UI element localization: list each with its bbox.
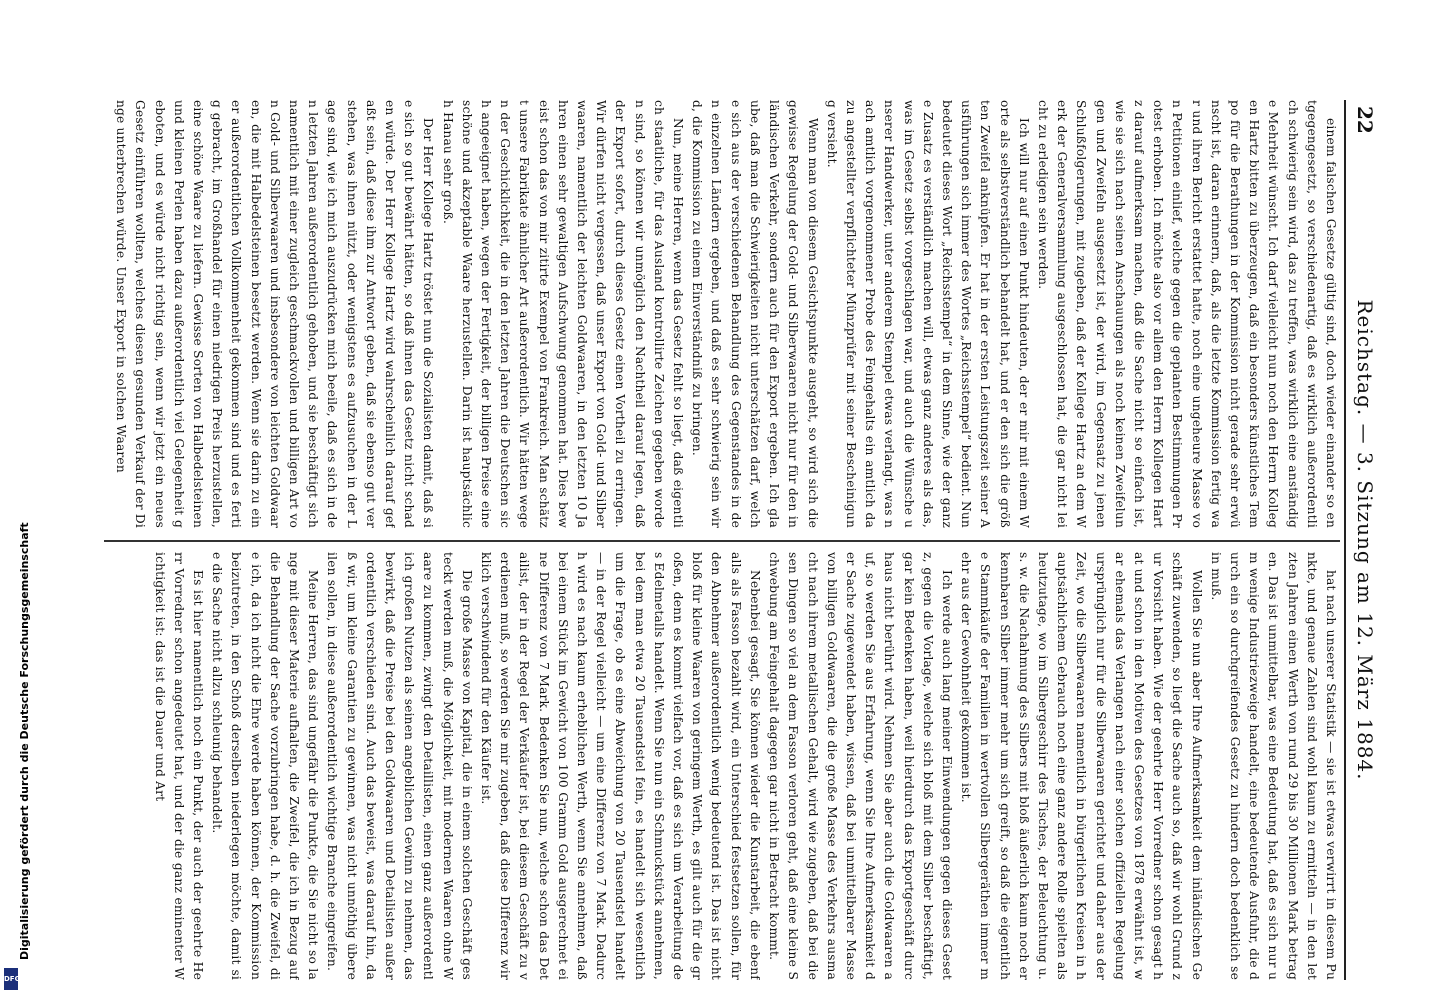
rotated-page-content (100, 100, 1380, 980)
text-columns (104, 100, 1340, 980)
paragraph: Nebenbei gesagt, Sie können wieder die Kunstarbeit, die ebenfalls als Fasson bezahlt wird, ein Unterschied festsetzen sollen, für den Abnehmer außerordentlich wenig bedeutend ist. Das ist nicht bloß für kleine Waaren von geringem Werth, es gilt auch für die großen, denn es kommt vielfach vor, daß es sich um Verarbeitung des Edelmetalls handelt. Wenn Sie nun ein Schmuckstück annehmen, bei dem man etwa 20 Tausendstel fein, es handelt sich wesentlich um die Frage, ob es eine Abweichung von 20 Tausendstel handelt — in der Regel vielleicht — um eine Differenz von 7 Mark. Dadurch wird es nach kaum erheblichen Werth, wenn Sie annehmen, daß bei einem Stück im Gewicht von 100 Gramm Gold ausgerechnet eine Differenz von 7 Mark. Bedenken Sie nun, welche schon das Detailist, der in der Regel der Verkäufer ist, bei diesem Geschäft zu verdienen muß, so werden Sie mir zugeben, daß diese Differenz wirklich verschwindend für den Käufer ist. (479, 552, 762, 980)
paragraph: Ich will nur auf einen Punkt hindeuten, der er mir mit einem Worte als selbstverständlich behandelt hat, und er den sich die größten Zweifel anknüpfen. Er hat in der ersten Leistungszeit seiner Ausführungen sich immer des Wortes „Reichsstempel“ bedient. Nun bedeutet dieses Wort „Reichsstempel“ in dem Sinne, wie der ganze Zusatz es verständlich machen will, etwas ganz anderes als das, was im Gesetz selbst vorgeschlagen war, und auch die Wünsche unserer Handwerker, unter anderem Stempel etwas verlangt, was nach amtlich vorgenommener Probe des Feingehalts ein amtlich dazu angestellter verpflichteter Münzprüfer mit seiner Bescheinigung versieht. (824, 100, 1031, 528)
paragraph: Meine Herren, das sind ungefähr die Punkte, die Sie nicht so lange mit dieser Materie aufhalten, die Zweifel, die ich in Bezug auf die Behandlung der Sache vorzubringen habe, d. h. die Zweifel, die ich, da ich nicht die Ehre werde haben können, der Kommission beizutreten, in den Schoß derselben niederlegen möchte, damit sie die Sache nicht allzu schleunig behandelt. (210, 552, 321, 980)
paragraph: Der Herr Kollege Hartz tröstet nun die Sozialisten damit, daß sie sich so gut bewährt hätten, so daß ihnen das Gesetz nicht schaden würde. Der Herr Kollege Hartz wird wahrscheinlich darauf gefaßt sein, daß diese ihm zur Antwort geben, daß sie ebenso gut verstehen, was ihnen nützt, oder wenigstens es aufzusuchen in der Lage sind, wie ich mich auszudrücken mich beeile, daß es sich in den letzten Jahren außerordentlich gehoben, und sie beschäftigt sich namentlich mit einer zugleich geschmackvollen und billigen Art von Gold- und Silberwaaren und insbesondere von leichten Goldwaaren, die mit Halbedelsteinen besetzt werden. Wenn sie darin zu einer außerordentlichen Vollkommenheit gekommen sind und es fertig gebracht, im Großhandel für einen niedrigen Preis herzustellen, eine schöne Waare zu liefern. Gewisse Sorten von Halbedelsteinen und kleinen Perlen haben dazu außerordentlich viel Gelegenheit geboten, und es würde nicht richtig sein, wenn wir jetzt ein neues Gesetz einführen wollten, welches diesen gesunden Verkauf der Dinge unterbrechen würde. Unser Export in solchen Waaren (114, 100, 436, 528)
running-title: Reichstag. — 3. Sitzung am 12. März 1884. (1353, 299, 1377, 781)
paragraph: einem falschen Gesetze gültig sind, doch wieder einander so entgegengesetzt, so verschiedenartig, daß es wirklich außerordentlich schwierig sein wird, das zu treffen, was wirklich eine anständige Mehrheit wünscht. Ich darf vielleicht nun noch den Herrn Kollegen Hartz bitten zu überzeugen, daß ein besonders künstliches Tempo für die Berathungen in der Kommission nicht gerade sehr erwünscht ist, daran erinnern, daß, als die letzte Kommission fertig war und ihren Bericht erstattet hatte, noch eine ungeheure Masse von Petitionen einlief, welche gegen die geplanten Bestimmungen Protest erhoben. Ich möchte also vor allem den Herrn Kollegen Hartz darauf aufmerksam machen, daß die Sache nicht so einfach ist, wie sie sich nach seinen Anschauungen als noch keinen Zweifelungen und Zweifeln ausgesetzt ist, der wird, im Gegensatz zu jenen Schlußfolgerungen, mit zugeben, daß der Kollege Hartz an dem Werk der Generalversammlung ausgeschlossen hat, die gar nicht leicht zu erledigen sein werden. (1035, 100, 1338, 528)
paragraph: Es ist hier namentlich noch ein Punkt, der auch der geehrte Herr Vorredner schon angedeutet hat, und der die ganz eminenter Wichtigkeit ist: das ist die Dauer und Art (152, 552, 206, 980)
column-divider (104, 540, 1340, 542)
digitization-note: Digitalisierung gefördert durch die Deutsche Forschungsgemeinschaft (18, 522, 31, 960)
right-column (104, 552, 1340, 980)
paragraph: Wollen Sie nun aber Ihre Aufmerksamkeit dem inländischen Geschäft zuwenden, so liegt die Sache auch so, daß wir wohl Grund zur Vorsicht haben. Wie der geehrte Herr Vorredner schon gesagt hat und schon in den Motiven des Gesetzes von 1878 erwähnt ist, war ehemals das Verlangen nach einer solchen offiziellen Regelung ursprünglich nur für die Silberwaaren gerichtet und daher aus der Zeit, wo die Silberwaaren namentlich in bürgerlichen Kreisen in hauptsächlichem Gebrauch noch eine ganz andere Rolle spielten als heutzutage, wo im Silbergeschirr des Tisches, der Beleuchtung u. s. w. die Nachahmung des Silbers mit bloß äußerlich kaum noch erkennbaren Silber immer mehr um sich greift, so daß die eigentliche Stammkäufe der Familien in wertvollen Silbergeräthen immer mehr aus der Gewohnheit gekommen ist. (959, 552, 1204, 980)
paragraph: Ich werde auch lang meiner Einwendungen gegen dieses Gesetz, gegen die Vorlage, welche sich bloß mit dem Silber beschäftigt, gar kein Bedenken haben, weil hierdurch das Exportgeschäft durchaus nicht berührt wird. Nehmen Sie aber auch die Goldwaaren auf, so werden Sie aus Erfahrung, wenn Sie Ihre Aufmerksamkeit der Sache zugewendet haben, wissen, daß bei unmittelbarer Masse von billigen Goldwaaren, die die große Masse des Verkehrs ausmacht nach ihrem metallischen Gehalt, wird wie zugeben, daß bei diesen Dingen so viel an dem Fasson verloren geht, daß eine kleine Schwebung am Feingehalt dagegen gar nicht in Betracht kommt. (767, 552, 954, 980)
page-header (1344, 100, 1380, 980)
paragraph: Nun, meine Herren, wenn das Gesetz fehlt so liegt, daß eigentlich staatliche, für das Ausland kontrollirte Zeichen gegeben worden sind, so können wir unmöglich den Nachtheil darauf legen, daß der Export sofort, durch dieses Gesetz einen Vortheil zu erringen. Wir dürfen nicht vergessen, daß unser Export von Gold- und Silberwaaren, namentlich der leichten Goldwaaren, in den letzten 10 Jahren einen sehr gewaltigen Aufschwung genommen hat. Dies beweist schon das von mir zitirte Exempel von Frankreich. Man schätzt unsere Fabrikate ähnlicher Art außerordentlich. Wir hätten wegen der Geschicklichkeit, die in den letzten Jahren die Deutschen sich angeeignet haben, wegen der Fertigkeit, der billigen Preise eine schöne und akzeptable Waare herzustellen. Darin ist hauptsächlich Hanau sehr groß. (440, 100, 686, 528)
paragraph: Die große Masse von Kapital, die in einem solchen Geschäft gesteckt werden muß, die Möglichkeit, mit modernen Waaren ohne Waare zu kommen, zwingt den Detaillisten, einen ganz außerordentlich großen Nutzen als seinen angeblichen Gewinn zu nehmen, das bewirkt, daß die Preise bei den Goldwaaren und Detailisten außerordentlich verschieden sind. Auch das beweist, was darauf hin, daß wir, um kleine Garantien zu gewinnen, was nicht unnöthig übereilen sollen, in diese außerordentlich wichtige Branche eingreifen. (325, 552, 474, 980)
dfg-logo: DFG (4, 968, 18, 990)
paragraph: hat nach unserer Statistik — sie ist etwas verwirrt in diesem Punkte, und genaue Zahlen sind wohl kaum zu ermitteln — in den letzten Jahren einen Werth von rund 29 bis 30 Millionen Mark betragen. Das ist unmittelbar, was eine Bedeutung hat, daß es sich nur um wenige Industriezweige handelt, eine bedeutende Ausfuhr, die durch ein so durchgreifendes Gesetz zu hindern doch bedenklich sein muß. (1208, 552, 1338, 980)
left-column (104, 100, 1340, 528)
paragraph: Wenn man von diesem Gesichtspunkte ausgeht, so wird sich die gewisse Regelung der Gold- und Silberwaaren nicht nur für den inländischen Verkehr, sondern auch für den Export ergeben. Ich glaube, daß man die Schwierigkeiten nicht unterschätzen darf, welche sich aus der verschiedenen Behandlung des Gegenstandes in den einzelnen Ländern ergeben, und daß es sehr schwierig sein wird, die Kommission zu einem Einverständniß zu bringen. (690, 100, 820, 528)
page-number: 22 (1353, 106, 1377, 134)
